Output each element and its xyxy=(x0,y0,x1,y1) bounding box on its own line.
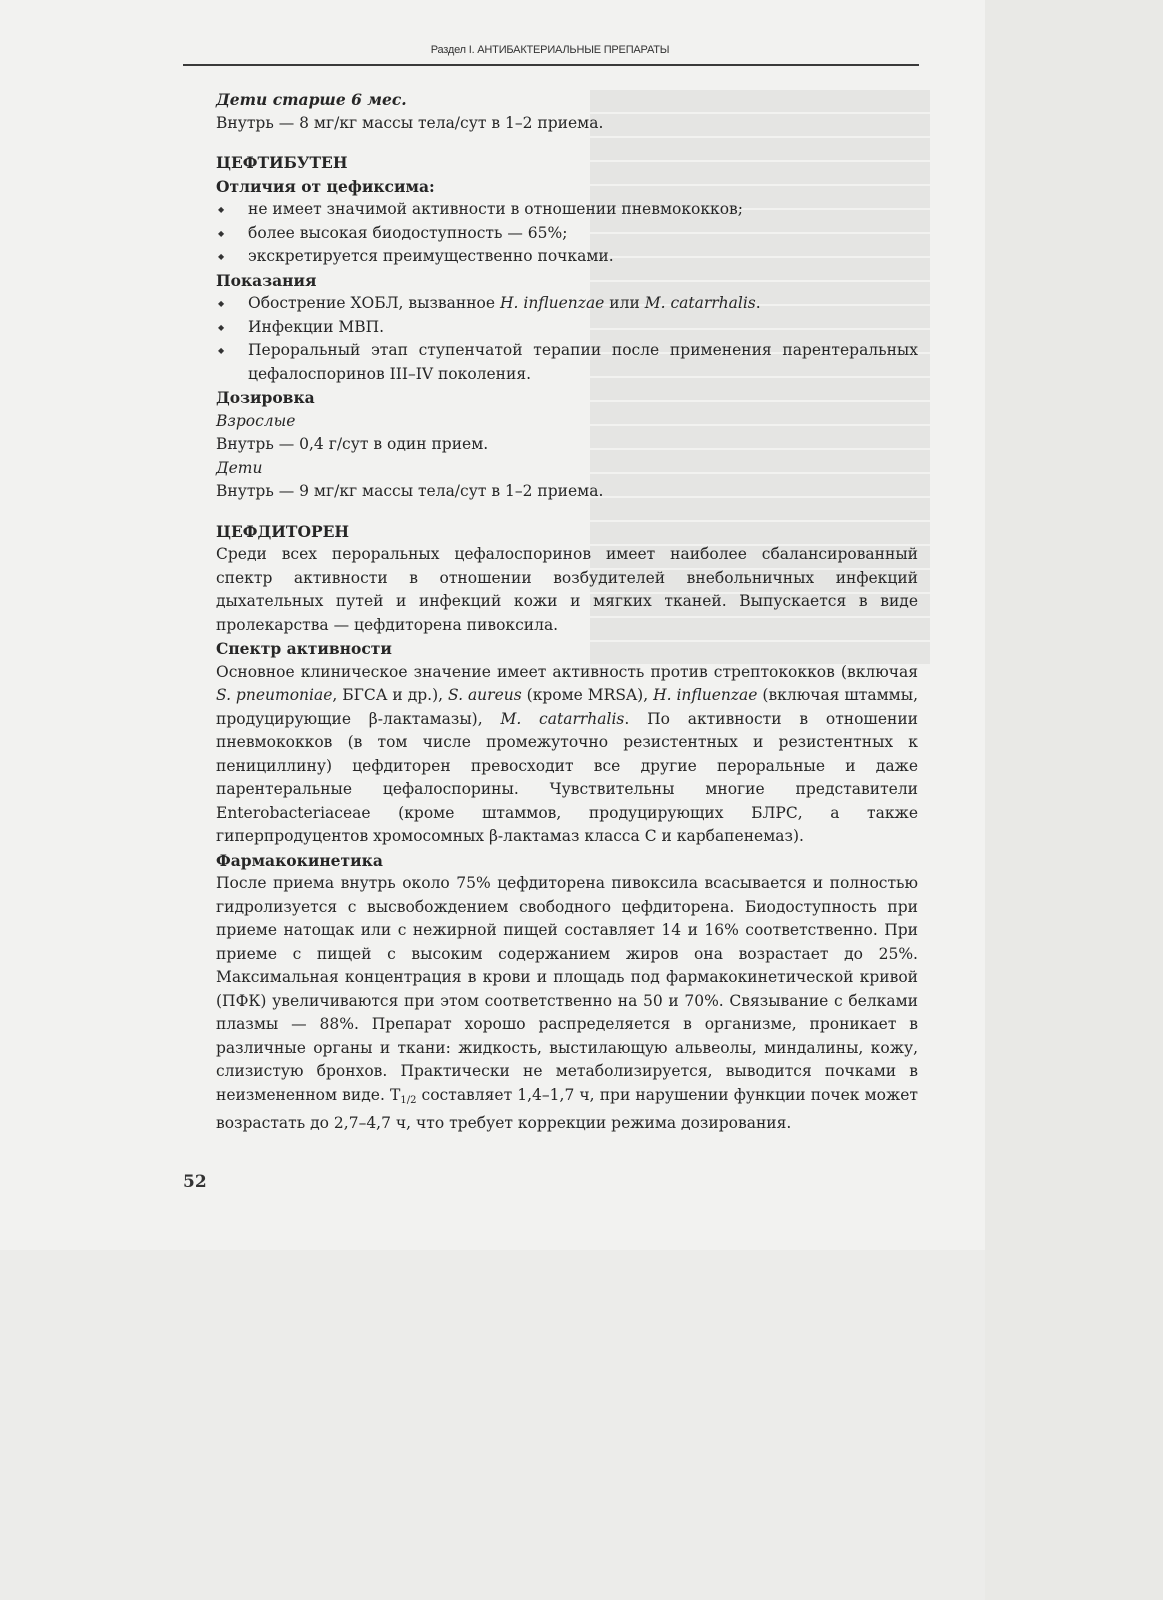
organism-name: M. catarrhalis xyxy=(500,709,625,728)
spectrum-paragraph xyxy=(216,661,918,849)
text-run: составляет 1,4–1,7 ч, при нарушении функции почек может возрастать до 2,7–4,7 ч, что требует коррекции режима дозирования. xyxy=(216,1085,918,1132)
half-life-symbol: T xyxy=(390,1085,401,1104)
scan-background xyxy=(985,0,1163,1600)
children-age-label: Дети старше 6 мес. xyxy=(216,90,407,109)
text-run: или xyxy=(604,294,645,312)
header-rule xyxy=(183,64,919,66)
page-number: 52 xyxy=(183,1172,207,1192)
section-title-cefditoren: ЦЕФДИТОРЕН xyxy=(216,521,350,541)
children-dose: Внутрь — 9 мг/кг массы тела/сут в 1–2 приема. xyxy=(216,482,604,500)
adults-label: Взрослые xyxy=(216,411,296,430)
list-item xyxy=(216,292,918,316)
page-content xyxy=(216,88,918,1136)
indications-list xyxy=(216,292,918,386)
list-item: ◆ экскретируется преимущественно почками. xyxy=(216,245,918,269)
list-item: ◆ Пероральный этап ступенчатой терапии после применения парентеральных цефалоспоринов III–IV поколения. xyxy=(216,339,918,386)
indications-heading: Показания xyxy=(216,270,317,290)
organism-name: S. aureus xyxy=(448,686,522,704)
text-run: Обострение ХОБЛ, вызванное xyxy=(248,294,500,312)
running-head: Раздел I. АНТИБАКТЕРИАЛЬНЫЕ ПРЕПАРАТЫ xyxy=(430,44,670,56)
pharmacokinetics-paragraph xyxy=(216,872,918,1136)
organism-name: S. pneumoniae xyxy=(216,686,333,704)
organism-name: H. influenzae xyxy=(653,686,758,704)
text-run: . xyxy=(755,294,761,312)
cefditoren-intro: Среди всех пероральных цефалоспоринов имеет наиболее сбалансированный спектр активности в отношении возбудителей внебольничных инфекций дыхательных путей и инфекций кожи и мягких тканей. Выпускается в виде пролекарства — цефдиторена пивоксила. xyxy=(216,545,918,634)
list-item: ◆ не имеет значимой активности в отношении пневмококков; xyxy=(216,198,918,222)
pharmacokinetics-heading: Фармакокинетика xyxy=(216,850,383,870)
organism-name: H. influenzae xyxy=(499,294,605,312)
text-run: (кроме MRSA), xyxy=(521,686,654,704)
organism-name: M. catarrhalis xyxy=(644,294,756,312)
section-title-ceftibuten: ЦЕФТИБУТЕН xyxy=(216,153,348,172)
children-dose: Внутрь — 8 мг/кг массы тела/сут в 1–2 приема. xyxy=(216,113,604,132)
dosing-heading: Дозировка xyxy=(216,388,315,407)
list-item: ◆ более высокая биодоступность — 65%; xyxy=(216,222,918,246)
text-run: Основное клиническое значение имеет активность против стрептококков (включая xyxy=(216,662,918,681)
differences-list xyxy=(216,198,918,269)
list-item: ◆ Инфекции МВП. xyxy=(216,316,918,340)
differences-heading: Отличия от цефиксима: xyxy=(216,176,435,196)
text-run: , БГСА и др.), xyxy=(332,686,449,704)
text-run: После приема внутрь около 75% цефдиторена пивоксила всасывается и полностью гидролизуется с высвобождением свободного цефдиторена. Биодоступность при приеме натощак или с нежирной пищей составляет 14 и 16% соответственно. При приеме с пищей с высоким содержанием жиров она возрастает до 25%. Максимальная концентрация в крови и площадь под фармакокинетической кривой (ПФК) увеличиваются при этом соответственно на 50 и 70%. Связывание с белками плазмы — 88%. Препарат хорошо распределяется в организме, проникает в различные органы и ткани: жидкость, выстилающую альвеолы, миндалины, кожу, слизистую бронхов. Практически не метаболизируется, выводится почками в неизмененном виде. xyxy=(216,874,918,1104)
children-label: Дети xyxy=(216,458,263,477)
adults-dose: Внутрь — 0,4 г/сут в один прием. xyxy=(216,435,489,453)
text-run: . По активности в отношении пневмококков (в том числе промежуточно резистентных и резистентных к пенициллину) цефдиторен превосходит все другие пероральные и даже парентеральные цефалоспорины. Чувствительны многие представители Enterobacteriaceae (кроме штаммов, продуцирующих БЛРС, а также гиперпродуцентов хромосомных β-лактамаз класса С и карбапенемаз). xyxy=(216,709,919,845)
half-life-subscript: 1/2 xyxy=(400,1094,417,1106)
text-run: (включая штаммы, продуцирующие β-лактамазы), xyxy=(216,686,918,728)
spectrum-heading: Спектр активности xyxy=(216,639,392,658)
